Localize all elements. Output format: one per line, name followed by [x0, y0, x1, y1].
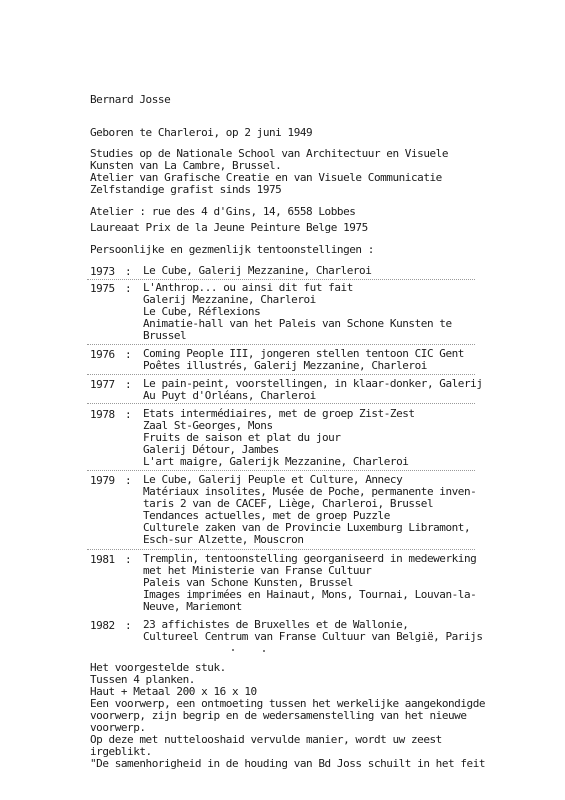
year-separator: : [125, 408, 132, 421]
closing-line: irgeblikt. [90, 745, 152, 758]
author-name: Bernard Josse [90, 93, 171, 106]
exhibition-entry: Esch-sur Alzette, Mouscron [143, 533, 304, 546]
exhibition-year: 1978 [90, 408, 115, 421]
studies-line: Kunsten van La Cambre, Brussel. [90, 159, 282, 172]
exhibition-entry: Tendances actuelles, met de groep Puzzle [143, 509, 390, 522]
scan-speck [263, 650, 265, 652]
exhibition-year: 1977 [90, 378, 115, 391]
exhibition-entry: 23 affichistes de Bruxelles et de Wallonie, [143, 618, 409, 631]
exhibition-entry: Fruits de saison et plat du jour [143, 431, 341, 444]
exhibition-entry: Paleis van Schone Kunsten, Brussel [143, 576, 353, 589]
closing-line: voorwerp. [90, 721, 146, 734]
exhibition-entry: Le Cube, Galerij Peuple et Culture, Annecy [143, 473, 403, 486]
closing-line: Tussen 4 planken. [90, 673, 195, 686]
year-separator: : [125, 265, 132, 278]
year-separator: : [125, 553, 132, 566]
scan-speck [232, 649, 234, 651]
studies-line: Atelier van Grafische Creatie en van Visuele Communicatie [90, 171, 442, 184]
exhibition-year: 1981 [90, 553, 115, 566]
exhibition-entry: Tremplin, tentoonstelling georganiseerd in medewerking [143, 552, 477, 565]
section-divider [87, 279, 475, 280]
exhibition-year: 1976 [90, 348, 115, 361]
exhibition-entry: Zaal St-Georges, Mons [143, 419, 273, 432]
closing-line: Op deze met nuttelooshaid vervulde manier, wordt uw zeest [90, 733, 442, 746]
exhibition-entry: Galerij Mezzanine, Charleroi [143, 293, 316, 306]
year-separator: : [125, 619, 132, 632]
section-divider [87, 549, 475, 550]
exhibition-entry: Neuve, Mariemont [143, 600, 242, 613]
year-separator: : [125, 348, 132, 361]
exhibition-entry: Matériaux insolites, Musée de Poche, permanente inven- [143, 485, 477, 498]
exhibition-year: 1975 [90, 282, 115, 295]
exhibition-year: 1973 [90, 265, 115, 278]
studies-line: Zelfstandige grafist sinds 1975 [90, 183, 282, 196]
exhibition-entry: met het Ministerie van Franse Cultuur [143, 564, 372, 577]
year-separator: : [125, 474, 132, 487]
exhibition-entry: Culturele zaken van de Provincie Luxemburg Libramont, [143, 521, 471, 534]
atelier-address: Atelier : rue des 4 d'Gins, 14, 6558 Lobbes [90, 205, 356, 218]
exhibition-entry: Poêtes illustrés, Galerij Mezzanine, Charleroi [143, 359, 427, 372]
exhibition-entry: Cultureel Centrum van Franse Cultuur van België, Parijs [143, 630, 483, 643]
section-divider [87, 374, 475, 375]
exhibition-entry: Brussel [143, 329, 187, 342]
exhibition-entry: Coming People III, jongeren stellen tentoon CIC Gent [143, 347, 464, 360]
closing-line: voorwerp, zijn begrip en de wedersamenstelling van het nieuwe [90, 709, 467, 722]
exhibition-entry: Animatie-hall van het Paleis van Schone Kunsten te [143, 317, 452, 330]
exhibition-entry: L'Anthrop... ou ainsi dit fut fait [143, 281, 353, 294]
section-divider [87, 403, 475, 404]
exhibition-year: 1979 [90, 474, 115, 487]
exhibition-entry: Etats intermédiaires, met de groep Zist-Zest [143, 407, 415, 420]
exhibition-entry: Le pain-peint, voorstellingen, in klaar-donker, Galerij [143, 377, 483, 390]
year-separator: : [125, 282, 132, 295]
section-divider [87, 470, 475, 471]
birth-line: Geboren te Charleroi, op 2 juni 1949 [90, 126, 313, 139]
prize-line: Laureaat Prix de la Jeune Peinture Belge 1975 [90, 221, 368, 234]
exhibition-entry: Le Cube, Réflexions [143, 305, 261, 318]
exhibition-entry: Au Puyt d'Orléans, Charleroi [143, 389, 316, 402]
year-separator: : [125, 378, 132, 391]
exhibition-entry: Galerij Détour, Jambes [143, 443, 279, 456]
studies-line: Studies op de Nationale School van Architectuur en Visuele [90, 147, 449, 160]
section-divider [87, 344, 475, 345]
exhibition-year: 1982 [90, 619, 115, 632]
closing-line: "De samenhorigheid in de houding van Bd Joss schuilt in het feit [90, 757, 486, 770]
closing-line: Haut + Metaal 200 x 16 x 10 [90, 685, 257, 698]
exhibition-entry: L'art maigre, Galerijk Mezzanine, Charleroi [143, 455, 409, 468]
exhibition-entry: Images imprimées en Hainaut, Mons, Tournai, Louvan-la- [143, 588, 477, 601]
closing-line: Het voorgestelde stuk. [90, 661, 226, 674]
exhibition-entry: Le Cube, Galerij Mezzanine, Charleroi [143, 264, 372, 277]
closing-line: Een voorwerp, een ontmoeting tussen het werkelijke aangekondigde [90, 697, 486, 710]
exhibitions-heading: Persoonlijke en gezmenlijk tentoonstellingen : [90, 243, 374, 256]
exhibition-entry: taris 2 van de CACEF, Liège, Charleroi, Brussel [143, 497, 434, 510]
